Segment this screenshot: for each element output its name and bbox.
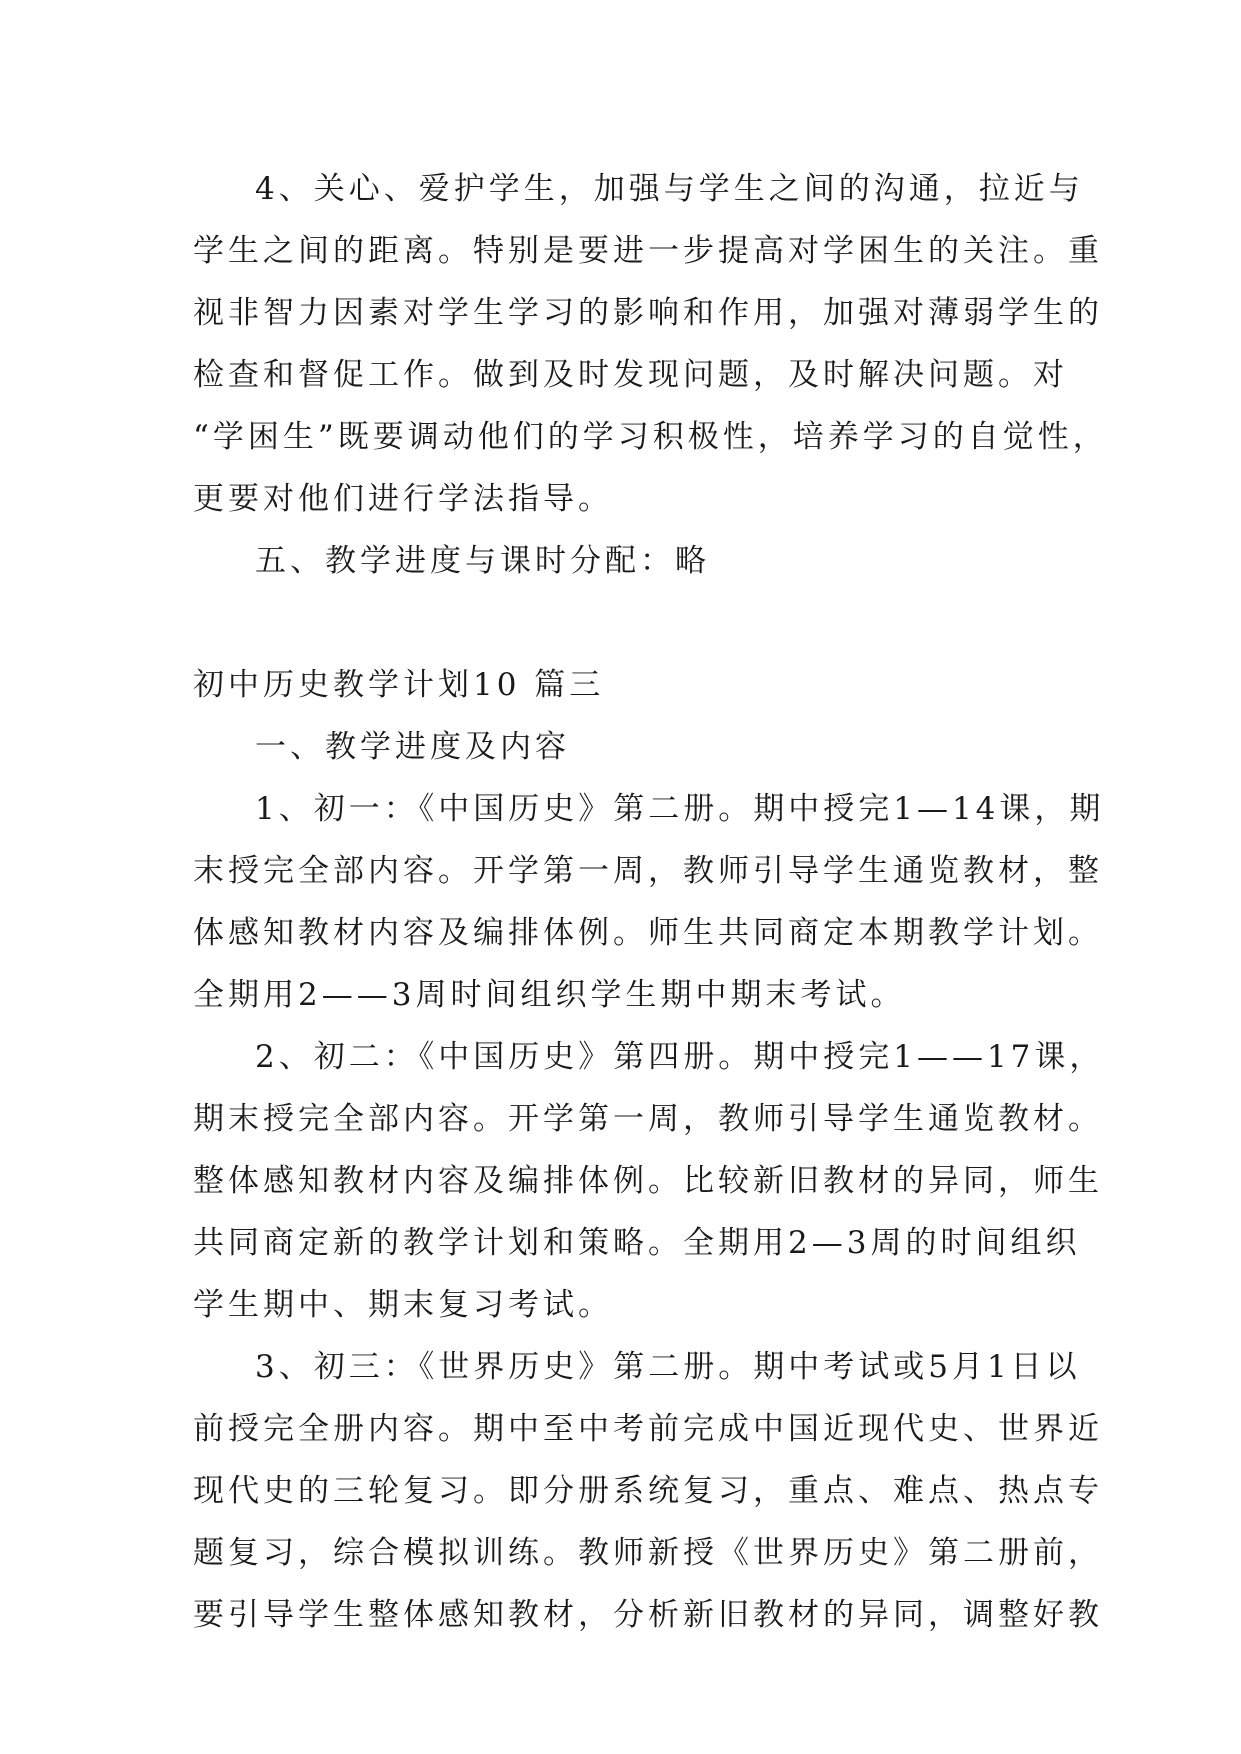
- paragraph-line: “学困生”既要调动他们的学习积极性，培养学习的自觉性，: [193, 419, 1108, 455]
- paragraph-line: 学生期中、期末复习考试。: [193, 1287, 613, 1323]
- paragraph-line: 学生之间的距离。特别是要进一步提高对学困生的关注。重: [193, 233, 1103, 269]
- section-heading-5: 五、教学进度与课时分配：略: [255, 543, 710, 579]
- paragraph-line: 2、初二：《中国历史》第四册。期中授完1——17课，: [255, 1039, 1105, 1075]
- chapter-title: 初中历史教学计划10 篇三: [193, 667, 605, 703]
- paragraph-line: 整体感知教材内容及编排体例。比较新旧教材的异同，师生: [193, 1163, 1103, 1199]
- paragraph-4: [193, 158, 1108, 530]
- paragraph-line: 检查和督促工作。做到及时发现问题，及时解决问题。对: [193, 357, 1068, 393]
- paragraph-line: 现代史的三轮复习。即分册系统复习，重点、难点、热点专: [193, 1473, 1103, 1509]
- paragraph-line: 末授完全部内容。开学第一周，教师引导学生通览教材，整: [193, 853, 1103, 889]
- paragraph-line: 3、初三：《世界历史》第二册。期中考试或5月1日以: [255, 1349, 1081, 1385]
- paragraph-item-3: [193, 1336, 1103, 1646]
- paragraph-line: 期末授完全部内容。开学第一周，教师引导学生通览教材。: [193, 1101, 1103, 1137]
- paragraph-line: 更要对他们进行学法指导。: [193, 481, 613, 517]
- paragraph-item-1: [193, 778, 1105, 1026]
- paragraph-line: 4、关心、爱护学生，加强与学生之间的沟通，拉近与: [255, 171, 1084, 207]
- paragraph-item-2: [193, 1026, 1105, 1336]
- paragraph-line: 题复习，综合模拟训练。教师新授《世界历史》第二册前，: [193, 1535, 1103, 1571]
- section-heading-1: 一、教学进度及内容: [255, 729, 570, 765]
- paragraph-line: 共同商定新的教学计划和策略。全期用2—3周的时间组织: [193, 1225, 1081, 1261]
- paragraph-line: 体感知教材内容及编排体例。师生共同商定本期教学计划。: [193, 915, 1103, 951]
- paragraph-line: 视非智力因素对学生学习的影响和作用，加强对薄弱学生的: [193, 295, 1103, 331]
- paragraph-line: 全期用2——3周时间组织学生期中期末考试。: [193, 977, 906, 1013]
- paragraph-line: 1、初一：《中国历史》第二册。期中授完1—14课，期: [255, 791, 1105, 827]
- document-page: [193, 158, 1108, 1646]
- spacer: [193, 592, 1055, 654]
- paragraph-line: 前授完全册内容。期中至中考前完成中国近现代史、世界近: [193, 1411, 1103, 1447]
- paragraph-line: 要引导学生整体感知教材，分析新旧教材的异同，调整好教: [193, 1597, 1103, 1633]
